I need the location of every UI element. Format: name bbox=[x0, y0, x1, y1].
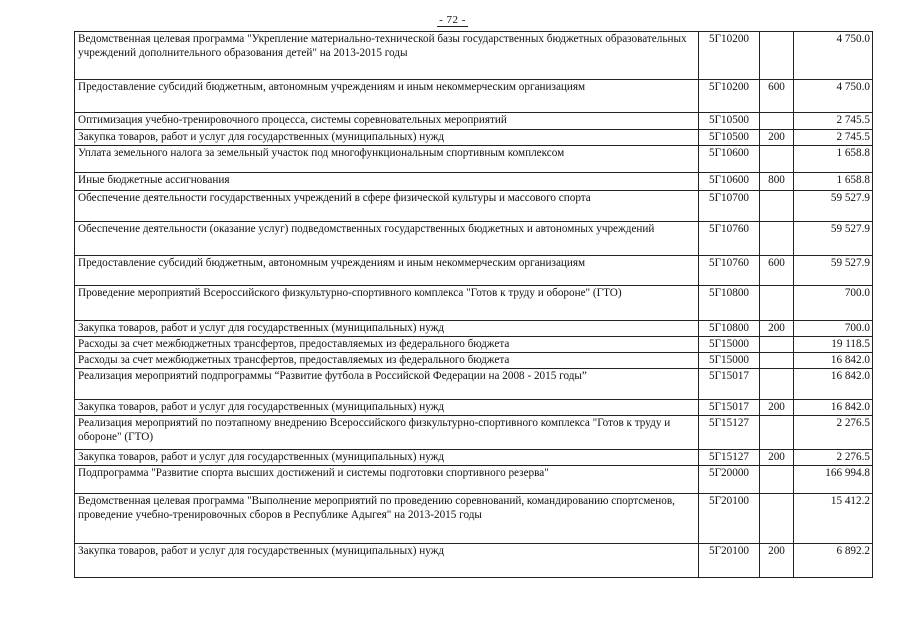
table-row bbox=[75, 146, 873, 173]
row-amount-cell: 2 745.5 bbox=[794, 130, 873, 146]
row-code-cell: 5Г15017 bbox=[699, 400, 760, 416]
row-code-cell: 5Г10200 bbox=[699, 80, 760, 113]
row-name-cell: Предоставление субсидий бюджетным, автономным учреждениям и иным некоммерческим организациям bbox=[75, 256, 699, 286]
row-name-cell: Иные бюджетные ассигнования bbox=[75, 173, 699, 191]
row-code-cell: 5Г15000 bbox=[699, 353, 760, 369]
row-vr-cell: 200 bbox=[760, 400, 794, 416]
row-name-cell: Закупка товаров, работ и услуг для государственных (муниципальных) нужд bbox=[75, 321, 699, 337]
budget-table-body bbox=[75, 32, 873, 578]
row-vr-cell bbox=[760, 146, 794, 173]
table-row bbox=[75, 416, 873, 450]
row-vr-cell: 200 bbox=[760, 544, 794, 578]
row-amount-cell: 2 276.5 bbox=[794, 450, 873, 466]
page-number: - 72 - bbox=[439, 14, 466, 26]
row-code-cell: 5Г10500 bbox=[699, 130, 760, 146]
row-code-cell: 5Г20100 bbox=[699, 544, 760, 578]
table-row bbox=[75, 337, 873, 353]
row-amount-cell: 16 842.0 bbox=[794, 369, 873, 400]
row-vr-cell bbox=[760, 113, 794, 130]
row-name-cell: Подпрограмма "Развитие спорта высших достижений и системы подготовки спортивного резерва" bbox=[75, 466, 699, 494]
row-amount-cell: 16 842.0 bbox=[794, 353, 873, 369]
row-amount-cell: 59 527.9 bbox=[794, 222, 873, 256]
table-row bbox=[75, 353, 873, 369]
table-row bbox=[75, 321, 873, 337]
row-code-cell: 5Г10760 bbox=[699, 222, 760, 256]
row-amount-cell: 2 276.5 bbox=[794, 416, 873, 450]
row-name-cell: Оптимизация учебно-тренировочного процесса, системы соревновательных мероприятий bbox=[75, 113, 699, 130]
row-code-cell: 5Г15017 bbox=[699, 369, 760, 400]
row-vr-cell: 200 bbox=[760, 130, 794, 146]
table-row bbox=[75, 113, 873, 130]
row-vr-cell bbox=[760, 369, 794, 400]
row-name-cell: Расходы за счет межбюджетных трансфертов, предоставляемых из федерального бюджета bbox=[75, 337, 699, 353]
row-code-cell: 5Г10800 bbox=[699, 286, 760, 321]
row-code-cell: 5Г15000 bbox=[699, 337, 760, 353]
row-name-cell: Уплата земельного налога за земельный участок под многофункциональным спортивным комплексом bbox=[75, 146, 699, 173]
table-row bbox=[75, 80, 873, 113]
row-name-cell: Расходы за счет межбюджетных трансфертов, предоставляемых из федерального бюджета bbox=[75, 353, 699, 369]
table-row bbox=[75, 173, 873, 191]
row-name-cell: Обеспечение деятельности (оказание услуг) подведомственных государственных бюджетных и автономных учреждений bbox=[75, 222, 699, 256]
row-amount-cell: 2 745.5 bbox=[794, 113, 873, 130]
row-amount-cell: 700.0 bbox=[794, 321, 873, 337]
row-code-cell: 5Г20000 bbox=[699, 466, 760, 494]
row-code-cell: 5Г10600 bbox=[699, 173, 760, 191]
row-name-cell: Реализация мероприятий подпрограммы “Развитие футбола в Российской Федерации на 2008 - 2015 годы” bbox=[75, 369, 699, 400]
table-row bbox=[75, 191, 873, 222]
row-vr-cell: 800 bbox=[760, 173, 794, 191]
table-row bbox=[75, 256, 873, 286]
row-amount-cell: 1 658.8 bbox=[794, 146, 873, 173]
row-vr-cell bbox=[760, 286, 794, 321]
table-row bbox=[75, 494, 873, 544]
row-amount-cell: 59 527.9 bbox=[794, 191, 873, 222]
table-row bbox=[75, 32, 873, 80]
row-name-cell: Проведение мероприятий Всероссийского физкультурно-спортивного комплекса "Готов к труду и обороне" (ГТО) bbox=[75, 286, 699, 321]
table-row bbox=[75, 222, 873, 256]
row-amount-cell: 15 412.2 bbox=[794, 494, 873, 544]
row-amount-cell: 19 118.5 bbox=[794, 337, 873, 353]
row-name-cell: Ведомственная целевая программа "Выполнение мероприятий по проведению соревнований, командированию спортсменов, проведение учебно-тренировочных сборов в Республике Адыгея" на 2013-2015 годы bbox=[75, 494, 699, 544]
row-code-cell: 5Г10600 bbox=[699, 146, 760, 173]
row-name-cell: Реализация мероприятий по поэтапному внедрению Всероссийского физкультурно-спортивного комплекса "Готов к труду и обороне" (ГТО) bbox=[75, 416, 699, 450]
table-row bbox=[75, 466, 873, 494]
row-code-cell: 5Г15127 bbox=[699, 450, 760, 466]
row-amount-cell: 16 842.0 bbox=[794, 400, 873, 416]
table-row bbox=[75, 450, 873, 466]
table-row bbox=[75, 130, 873, 146]
row-vr-cell: 200 bbox=[760, 321, 794, 337]
budget-table bbox=[74, 31, 873, 578]
row-vr-cell bbox=[760, 191, 794, 222]
row-code-cell: 5Г20100 bbox=[699, 494, 760, 544]
row-code-cell: 5Г10200 bbox=[699, 32, 760, 80]
row-amount-cell: 59 527.9 bbox=[794, 256, 873, 286]
row-code-cell: 5Г10800 bbox=[699, 321, 760, 337]
table-row bbox=[75, 400, 873, 416]
table-row bbox=[75, 369, 873, 400]
row-name-cell: Обеспечение деятельности государственных учреждений в сфере физической культуры и массового спорта bbox=[75, 191, 699, 222]
row-name-cell: Ведомственная целевая программа "Укрепление материально-технической базы государственных бюджетных образовательных учреждений дополнительного образования детей" на 2013-2015 годы bbox=[75, 32, 699, 80]
row-vr-cell bbox=[760, 337, 794, 353]
row-code-cell: 5Г10700 bbox=[699, 191, 760, 222]
row-vr-cell bbox=[760, 466, 794, 494]
row-vr-cell bbox=[760, 222, 794, 256]
row-vr-cell bbox=[760, 416, 794, 450]
row-vr-cell: 600 bbox=[760, 80, 794, 113]
row-name-cell: Закупка товаров, работ и услуг для государственных (муниципальных) нужд bbox=[75, 450, 699, 466]
row-vr-cell: 600 bbox=[760, 256, 794, 286]
row-vr-cell bbox=[760, 494, 794, 544]
row-vr-cell bbox=[760, 32, 794, 80]
row-vr-cell bbox=[760, 353, 794, 369]
row-amount-cell: 4 750.0 bbox=[794, 80, 873, 113]
row-name-cell: Предоставление субсидий бюджетным, автономным учреждениям и иным некоммерческим организациям bbox=[75, 80, 699, 113]
row-amount-cell: 700.0 bbox=[794, 286, 873, 321]
table-row bbox=[75, 286, 873, 321]
row-code-cell: 5Г10760 bbox=[699, 256, 760, 286]
table-row bbox=[75, 544, 873, 578]
row-amount-cell: 6 892.2 bbox=[794, 544, 873, 578]
row-code-cell: 5Г10500 bbox=[699, 113, 760, 130]
row-amount-cell: 166 994.8 bbox=[794, 466, 873, 494]
row-name-cell: Закупка товаров, работ и услуг для государственных (муниципальных) нужд bbox=[75, 400, 699, 416]
row-amount-cell: 1 658.8 bbox=[794, 173, 873, 191]
row-code-cell: 5Г15127 bbox=[699, 416, 760, 450]
row-amount-cell: 4 750.0 bbox=[794, 32, 873, 80]
row-name-cell: Закупка товаров, работ и услуг для государственных (муниципальных) нужд bbox=[75, 130, 699, 146]
row-vr-cell: 200 bbox=[760, 450, 794, 466]
row-name-cell: Закупка товаров, работ и услуг для государственных (муниципальных) нужд bbox=[75, 544, 699, 578]
